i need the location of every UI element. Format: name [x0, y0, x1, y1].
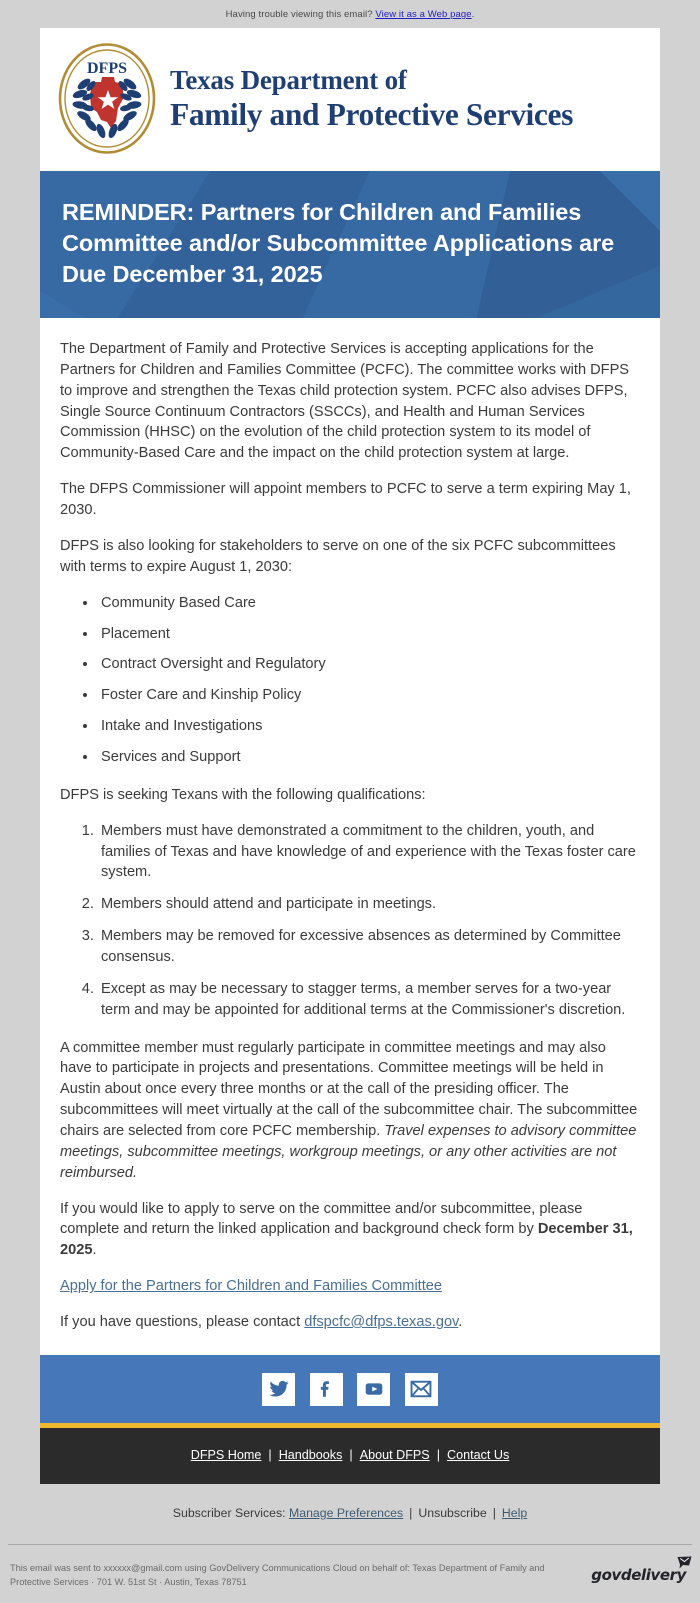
dfps-seal-logo [57, 42, 157, 155]
subscriber-separator: | [492, 1505, 496, 1520]
banner-heading: REMINDER: Partners for Children and Families Committee and/or Subcommittee Applications are Due December 31, 2025 [62, 199, 615, 288]
twitter-icon[interactable] [262, 1373, 295, 1406]
email-container [40, 28, 660, 1484]
footer-link-dfps-home[interactable]: DFPS Home [190, 1447, 262, 1462]
subcommittee-list [60, 593, 640, 768]
govdelivery-wordmark: govdelivery [591, 1565, 686, 1584]
facebook-icon[interactable] [310, 1373, 343, 1406]
preheader-period: . [471, 9, 475, 20]
preheader-bar [0, 0, 700, 28]
body-paragraph-4: DFPS is seeking Texans with the following qualifications: [60, 786, 426, 803]
apply-application-link[interactable]: Apply for the Partners for Children and Families Committee [60, 1278, 443, 1295]
questions-text: If you have questions, please contact [60, 1313, 305, 1330]
body-paragraph-1: The Department of Family and Protective Services is accepting applications for the Partners for Children and Families Committee (PCFC). The committee works with DFPS to improve and strengthen the Texas child protection system. PCFC also advises DFPS, Single Source Continuum Contractors (SSCCs), and Health and Human Services Commission (HHSC) on the evolution of the child protection system to its model of Community-Based Care and the impact on the child protection system at large. [60, 341, 630, 462]
apply-instructions-period: . [92, 1242, 97, 1259]
list-item: • Intake and Investigations [98, 716, 640, 737]
unsubscribe-link[interactable]: Unsubscribe [418, 1505, 487, 1520]
govdelivery-logo [591, 1566, 690, 1585]
questions-period: . [458, 1313, 463, 1330]
list-item: 2. Members should attend and participate in meetings. [98, 894, 640, 915]
govdelivery-envelope-icon [677, 1556, 692, 1574]
body-paragraph-2: The DFPS Commissioner will appoint members to PCFC to serve a term expiring May 1, 2030. [60, 481, 631, 519]
list-item: 4. Except as may be necessary to stagger terms, a member serves for a two-year term and may be appointed for additional terms at the Commissioner's discretion. [98, 979, 640, 1021]
body-paragraph-7 [60, 1312, 640, 1333]
deadline-date: December 31, 2025 [60, 1221, 633, 1259]
contact-email-link[interactable]: dfspcfc@dfps.texas.gov [304, 1313, 459, 1330]
govdelivery-footer [0, 1545, 700, 1603]
email-logo-header [40, 28, 660, 171]
list-item: • Services and Support [98, 747, 640, 768]
footer-link-handbooks[interactable]: Handbooks [278, 1447, 343, 1462]
footer-separator: | [436, 1447, 440, 1462]
body-paragraph-3: DFPS is also looking for stakeholders to serve on one of the six PCFC subcommittees with terms to expire August 1, 2030: [60, 537, 616, 575]
list-item: • Community Based Care [98, 593, 640, 614]
youtube-icon[interactable] [357, 1373, 390, 1406]
qualifications-list [60, 821, 640, 1021]
body-paragraph-5 [60, 1038, 640, 1184]
preheader-text: Having trouble viewing this email? [225, 9, 373, 20]
view-as-webpage-link[interactable]: View it as a Web page [375, 9, 472, 20]
agency-name-line-1: Texas Department of [170, 65, 407, 96]
apply-instructions-text: If you would like to apply to serve on the committee and/or subcommittee, please complete and return the linked application and background check form by [60, 1200, 583, 1238]
apply-link-paragraph [60, 1276, 640, 1297]
svg-text:DFPS: DFPS [87, 60, 127, 77]
email-icon[interactable] [405, 1373, 438, 1406]
subscriber-services-bar [0, 1484, 700, 1544]
help-link[interactable]: Help [501, 1505, 528, 1520]
subscriber-separator: | [409, 1505, 413, 1520]
list-item: • Foster Care and Kinship Policy [98, 685, 640, 706]
body-paragraph-6 [60, 1199, 640, 1262]
agency-wordmark [170, 66, 573, 130]
list-item: 3. Members may be removed for excessive absences as determined by Committee consensus. [98, 926, 640, 968]
footer-link-about-dfps[interactable]: About DFPS [359, 1447, 430, 1462]
manage-preferences-link[interactable]: Manage Preferences [288, 1505, 404, 1520]
govdelivery-sent-to-text: This email was sent to xxxxxx@gmail.com using GovDelivery Communications Cloud on behalf of: Texas Department of Family and Protective Services · 701 W. 51st St · Austin, Texas 78751 [10, 1562, 545, 1588]
email-body [40, 318, 660, 1355]
subscriber-services-label: Subscriber Services: [172, 1505, 286, 1520]
social-media-bar [40, 1355, 660, 1423]
announcement-banner [40, 171, 660, 318]
list-item: • Contract Oversight and Regulatory [98, 654, 640, 675]
meetings-text: A committee member must regularly participate in committee meetings and may also have to participate in projects and presentations. Committee meetings will be held in Austin about once every three months or at the call of the presiding officer. The subcommittees will meet virtually at the call of the subcommittee chair. The subcommittee chairs are selected from core PCFC membership. [60, 1039, 638, 1139]
list-item: 1. Members must have demonstrated a commitment to the children, youth, and families of Texas and have knowledge of and experience with the Texas foster care system. [98, 821, 640, 884]
footer-separator: | [349, 1447, 353, 1462]
footer-nav-bar [40, 1428, 660, 1484]
footer-separator: | [268, 1447, 272, 1462]
agency-name-line-2: Family and Protective Services [170, 96, 573, 132]
travel-expenses-note: Travel expenses to advisory committee meetings, subcommittee meetings, workgroup meetings, or any other activities are not reimbursed. [60, 1122, 637, 1181]
footer-link-contact-us[interactable]: Contact Us [446, 1447, 510, 1462]
list-item: • Placement [98, 624, 640, 645]
